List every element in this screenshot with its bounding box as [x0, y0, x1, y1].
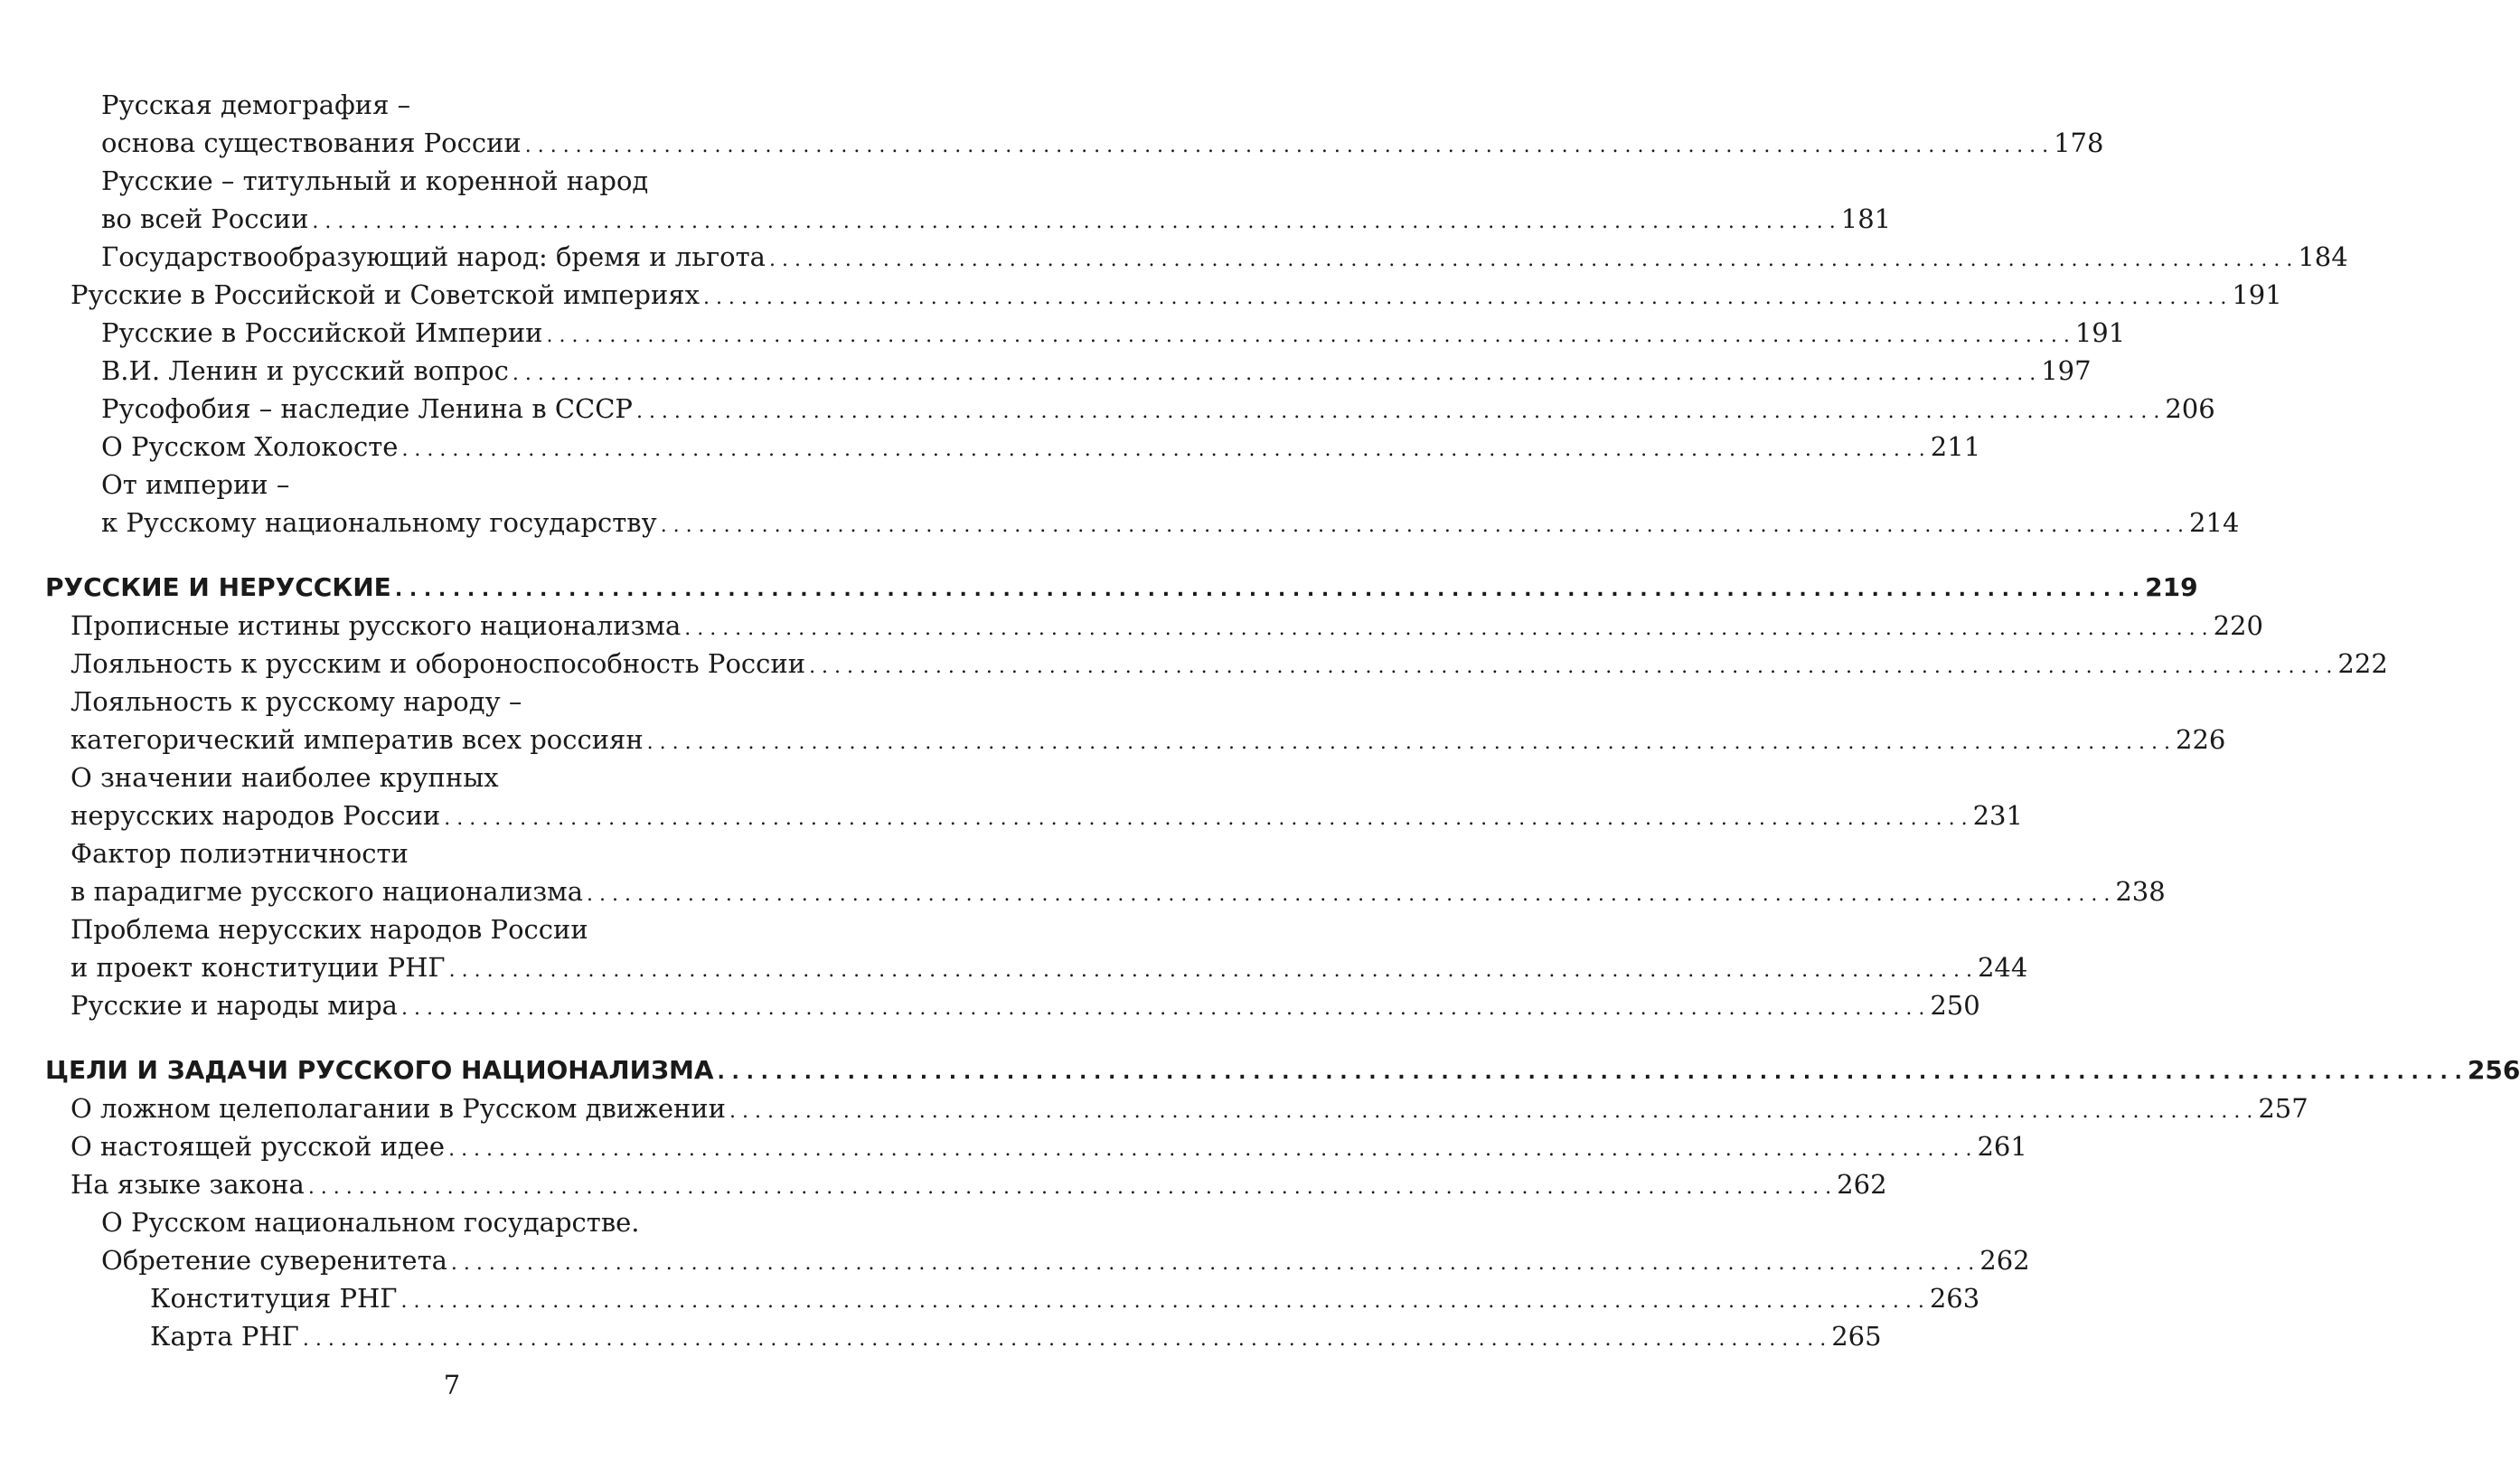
toc-entry-page-number: 250	[1930, 990, 1980, 1021]
toc-entry-title: О настоящей русской идее	[71, 1131, 446, 1162]
dot-leader	[401, 431, 1924, 469]
toc-entry-page-number: 219	[2145, 572, 2198, 602]
dot-leader	[449, 952, 1972, 990]
toc-entry	[0, 872, 2166, 910]
toc-entry-page-number: 206	[2165, 393, 2215, 424]
toc-entry-title: О Русском национальном государстве.	[101, 1207, 640, 1238]
dot-leader	[448, 1131, 1971, 1169]
toc-entry-title: О значении наиболее крупных	[71, 762, 499, 793]
toc-entry	[0, 238, 2348, 276]
dot-leader	[769, 241, 2292, 279]
toc-entry-title: Русские в Российской Империи	[101, 317, 543, 348]
dot-leader	[444, 800, 1967, 838]
toc-entry	[0, 645, 2388, 683]
toc-entry	[0, 124, 2104, 162]
toc-entry-page-number: 238	[2115, 876, 2166, 907]
toc-entry-page-number: 191	[2232, 279, 2282, 310]
toc-entry	[0, 1203, 904, 1241]
toc-entry-page-number: 261	[1977, 1131, 2027, 1162]
toc-entry-title: Прописные истины русского национализма	[71, 610, 682, 641]
toc-entry-title: На языке закона	[71, 1169, 305, 1200]
toc-entry-page-number: 257	[2258, 1093, 2308, 1124]
toc-entry	[0, 352, 2092, 390]
dot-leader	[312, 203, 1835, 241]
toc-entry	[0, 314, 2126, 352]
toc-entry-page-number: 184	[2298, 241, 2348, 272]
toc-entry-title: Русские – титульный и коренной народ	[101, 165, 649, 196]
toc-entry-page-number: 178	[2054, 127, 2104, 158]
toc-entry-title: Лояльность к русским и обороноспособность России	[71, 648, 806, 679]
toc-entry	[0, 607, 2263, 645]
toc-entry	[0, 796, 2023, 834]
toc-entry	[0, 910, 904, 948]
dot-leader	[684, 610, 2207, 648]
toc-entry-title: в парадигме русского национализма	[71, 876, 583, 907]
toc-entry	[0, 466, 904, 504]
toc-entry-page-number: 197	[2041, 355, 2092, 386]
toc-entry-title: Проблема нерусских народов России	[71, 914, 588, 945]
dot-leader	[587, 876, 2110, 914]
toc-entry	[0, 948, 2028, 986]
toc-entry-title: нерусских народов России	[71, 800, 441, 831]
toc-section-heading	[0, 569, 2198, 607]
dot-leader	[809, 648, 2332, 686]
toc-entry-page-number: 220	[2213, 610, 2263, 641]
toc-entry	[0, 721, 2226, 759]
toc-entry-title: категорический императив всех россиян	[71, 724, 644, 755]
toc-entry-title: От империи –	[101, 469, 290, 500]
dot-leader	[718, 1054, 2462, 1092]
toc-section-heading	[0, 1051, 2520, 1089]
dot-leader	[703, 279, 2226, 317]
toc-entry-page-number: 191	[2074, 317, 2126, 348]
dot-leader	[546, 317, 2069, 355]
toc-entry	[0, 390, 2215, 428]
dot-leader	[401, 990, 1924, 1028]
toc-entry	[0, 986, 1980, 1024]
toc-entry	[0, 1127, 2027, 1165]
toc-entry-page-number: 222	[2337, 648, 2388, 679]
toc-entry-title: во всей России	[101, 203, 309, 234]
toc-entry-title: Русские в Российской и Советской империях	[71, 279, 700, 310]
toc-entry-page-number: 181	[1840, 203, 1892, 234]
toc-entry-title: Карта РНГ	[150, 1321, 299, 1352]
toc-entry-title: Государствообразующий народ: бремя и льгота	[101, 241, 766, 272]
dot-leader	[400, 1283, 1923, 1321]
toc-entry-title: РУССКИЕ И НЕРУССКИЕ	[45, 572, 391, 602]
page-number: 7	[443, 1370, 461, 1400]
toc-entry	[0, 1165, 1887, 1203]
toc-entry-page-number: 211	[1930, 431, 1981, 462]
dot-leader	[729, 1093, 2252, 1131]
toc-entry-page-number: 262	[1979, 1245, 2030, 1276]
toc-entry	[0, 1241, 2030, 1279]
toc-entry-title: Обретение суверенитета	[101, 1245, 447, 1276]
dot-leader	[303, 1321, 1826, 1359]
toc-entry-page-number: 231	[1972, 800, 2023, 831]
toc-entry-page-number: 226	[2176, 724, 2226, 755]
toc-entry-page-number: 263	[1929, 1283, 1980, 1314]
toc-entry	[0, 1279, 1980, 1317]
toc-entry-page-number: 265	[1831, 1321, 1882, 1352]
toc-entry-page-number: 256	[2467, 1055, 2520, 1085]
toc-entry-title: Конституция РНГ	[150, 1283, 398, 1314]
dot-leader	[512, 355, 2036, 393]
toc-entry	[0, 759, 904, 796]
dot-leader	[525, 127, 2048, 165]
toc-entry-title: Русофобия – наследие Ленина в СССР	[101, 393, 633, 424]
toc-entry	[0, 683, 904, 721]
toc-entry-page-number: 244	[1977, 952, 2028, 983]
toc-entry	[0, 86, 904, 124]
toc-entry	[0, 1317, 1882, 1355]
toc-entry	[0, 834, 904, 872]
toc-entry-title: В.И. Ленин и русский вопрос	[101, 355, 509, 386]
dot-leader	[451, 1245, 1974, 1283]
toc-entry-title: Фактор полиэтничности	[71, 838, 409, 869]
dot-leader	[647, 724, 2170, 762]
dot-leader	[661, 507, 2184, 545]
dot-leader	[308, 1169, 1831, 1207]
toc-entry-title: к Русскому национальному государству	[101, 507, 657, 538]
toc-entry-title: О Русском Холокосте	[101, 431, 399, 462]
toc-entry	[0, 1089, 2308, 1127]
toc-entry	[0, 504, 2240, 542]
dot-leader	[395, 571, 2139, 609]
toc-entry-title: Лояльность к русскому народу –	[71, 686, 522, 717]
table-of-contents	[0, 86, 2520, 1355]
toc-entry-page-number: 214	[2189, 507, 2240, 538]
toc-entry	[0, 276, 2282, 314]
toc-entry	[0, 200, 1892, 238]
toc-entry-title: основа существования России	[101, 127, 522, 158]
dot-leader	[636, 393, 2159, 431]
toc-entry	[0, 162, 904, 200]
toc-entry-title: Русская демография –	[101, 90, 411, 120]
toc-entry	[0, 428, 1981, 466]
toc-entry-title: и проект конституции РНГ	[71, 952, 446, 983]
toc-entry-page-number: 262	[1837, 1169, 1887, 1200]
toc-entry-title: О ложном целеполагании в Русском движении	[71, 1093, 726, 1124]
toc-entry-title: ЦЕЛИ И ЗАДАЧИ РУССКОГО НАЦИОНАЛИЗМА	[45, 1055, 714, 1085]
toc-entry-title: Русские и народы мира	[71, 990, 398, 1021]
